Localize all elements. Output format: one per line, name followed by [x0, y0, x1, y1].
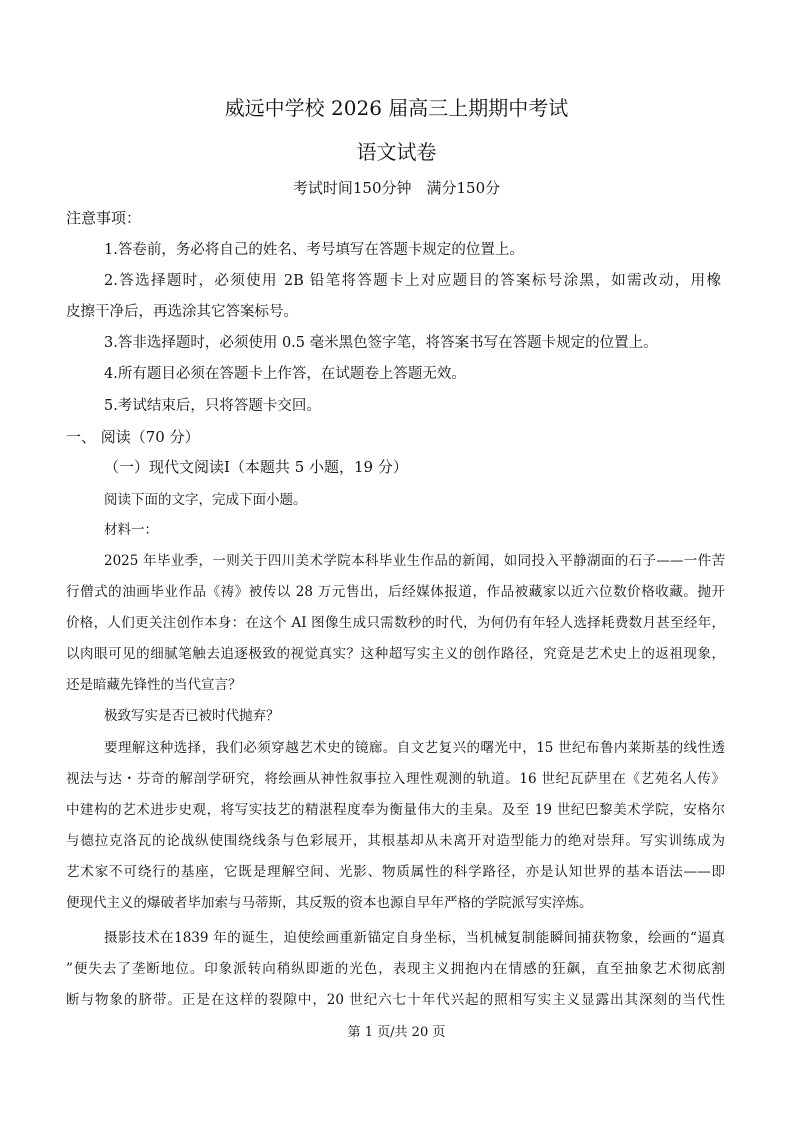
body-line-text: 2025 年毕业季，一则关于四川美术学院本科毕业生作品的新闻，如同投入平静湖面的石子——一件苦: [104, 553, 725, 569]
notice-item-continuation: 皮擦干净后，再选涂其它答案标号。: [66, 304, 298, 320]
section-heading: 一、 阅读（70 分）: [66, 428, 200, 446]
body-line: [66, 582, 725, 602]
body-line: [66, 831, 725, 851]
body-line-text: 中建构的艺术进步史观，将写实技艺的精湛程度奉为衡量伟大的圭臬。及至 19 世纪巴黎美术学院，安格尔: [66, 802, 725, 818]
body-line-text: ”便失去了垄断地位。印象派转向稍纵即逝的光色，表现主义拥抱内在情感的狂飙，直至抽象艺术彻底割: [66, 961, 725, 977]
page-footer: 第 1 页/共 20 页: [347, 1025, 446, 1040]
body-line: 极致写实是否已被时代抛弃？: [104, 708, 280, 724]
body-line-text: 视法与达・芬奇的解剖学研究，将绘画从神性叙事拉入理性观测的轨道。16 世纪瓦萨里在《艺苑名人传》: [66, 771, 725, 787]
body-line: 便现代主义的爆破者毕加索与马蒂斯，其反叛的资本也源自早年严格的学院派写实淬炼。: [66, 895, 593, 911]
body-line: [66, 990, 725, 1010]
body-line-text: 艺术家不可绕行的基座，它既是理解空间、光影、物质属性的科学路径，亦是认知世界的基本语法——即: [66, 864, 725, 880]
body-line: [66, 959, 725, 979]
notice-item: [104, 271, 721, 291]
material-label: 材料一：: [104, 522, 158, 538]
instruction-text: 阅读下面的文字，完成下面小题。: [104, 492, 307, 508]
body-line: 还是暗藏先锋性的当代宣言？: [66, 677, 242, 693]
body-line: [66, 800, 725, 820]
body-line-text: 与德拉克洛瓦的论战纵使围绕线条与色彩展开，其根基却从未离开对造型能力的绝对崇拜。写实训练成为: [66, 833, 725, 849]
body-line-text: 行僧式的油画毕业作品《祷》被传以 28 万元售出，后经媒体报道，作品被藏家以近六位数价格收藏。抛开: [66, 584, 725, 600]
notice-item: 3.答非选择题时，必须使用 0.5 毫米黑色签字笔，将答案书写在答题卡规定的位置上。: [104, 335, 658, 351]
section-subheading: （一）现代文阅读Ⅰ（本题共 5 小题，19 分）: [104, 458, 408, 476]
notice-item: 4.所有题目必须在答题卡上作答，在试题卷上答题无效。: [104, 366, 466, 382]
body-line-text: 摄影技术在1839 年的诞生，迫使绘画重新锚定自身坐标，当机械复制能瞬间捕获物象，绘画的“逼真: [104, 930, 725, 946]
body-line: [66, 644, 725, 664]
notice-item-text: 2.答选择题时，必须使用 2B 铅笔将答题卡上对应题目的答案标号涂黑，如需改动，用橡: [104, 273, 721, 289]
body-line: [66, 769, 725, 789]
body-line-text: 要理解这种选择，我们必须穿越艺术史的镜廊。自文艺复兴的曙光中，15 世纪布鲁内莱斯基的线性透: [104, 740, 725, 756]
exam-subtitle: 语文试卷: [356, 140, 437, 164]
body-line: [66, 613, 725, 633]
body-line-text: 价格，人们更关注创作本身：在这个 AI 图像生成只需数秒的时代，为何仍有年轻人选择耗费数月甚至经年，: [66, 615, 725, 631]
body-line: [104, 928, 725, 948]
body-line-text: 以肉眼可见的细腻笔触去追逐极致的视觉真实？这种超写实主义的创作路径，究竟是艺术史上的返祖现象，: [66, 646, 725, 662]
body-line: [104, 738, 725, 758]
notice-item: 1.答卷前，务必将自己的姓名、考号填写在答题卡规定的位置上。: [104, 242, 524, 258]
exam-info: 考试时间150分钟 满分150分: [292, 179, 501, 197]
body-line: [66, 862, 725, 882]
notice-heading: 注意事项：: [66, 209, 142, 227]
body-line: [104, 551, 725, 571]
exam-title: 威远中学校 2026 届高三上期期中考试: [224, 96, 569, 120]
notice-item: 5.考试结束后，只将答题卡交回。: [104, 398, 321, 414]
body-line-text: 断与物象的脐带。正是在这样的裂隙中，20 世纪六七十年代兴起的照相写实主义显露出其深刻的当代性: [66, 992, 725, 1008]
